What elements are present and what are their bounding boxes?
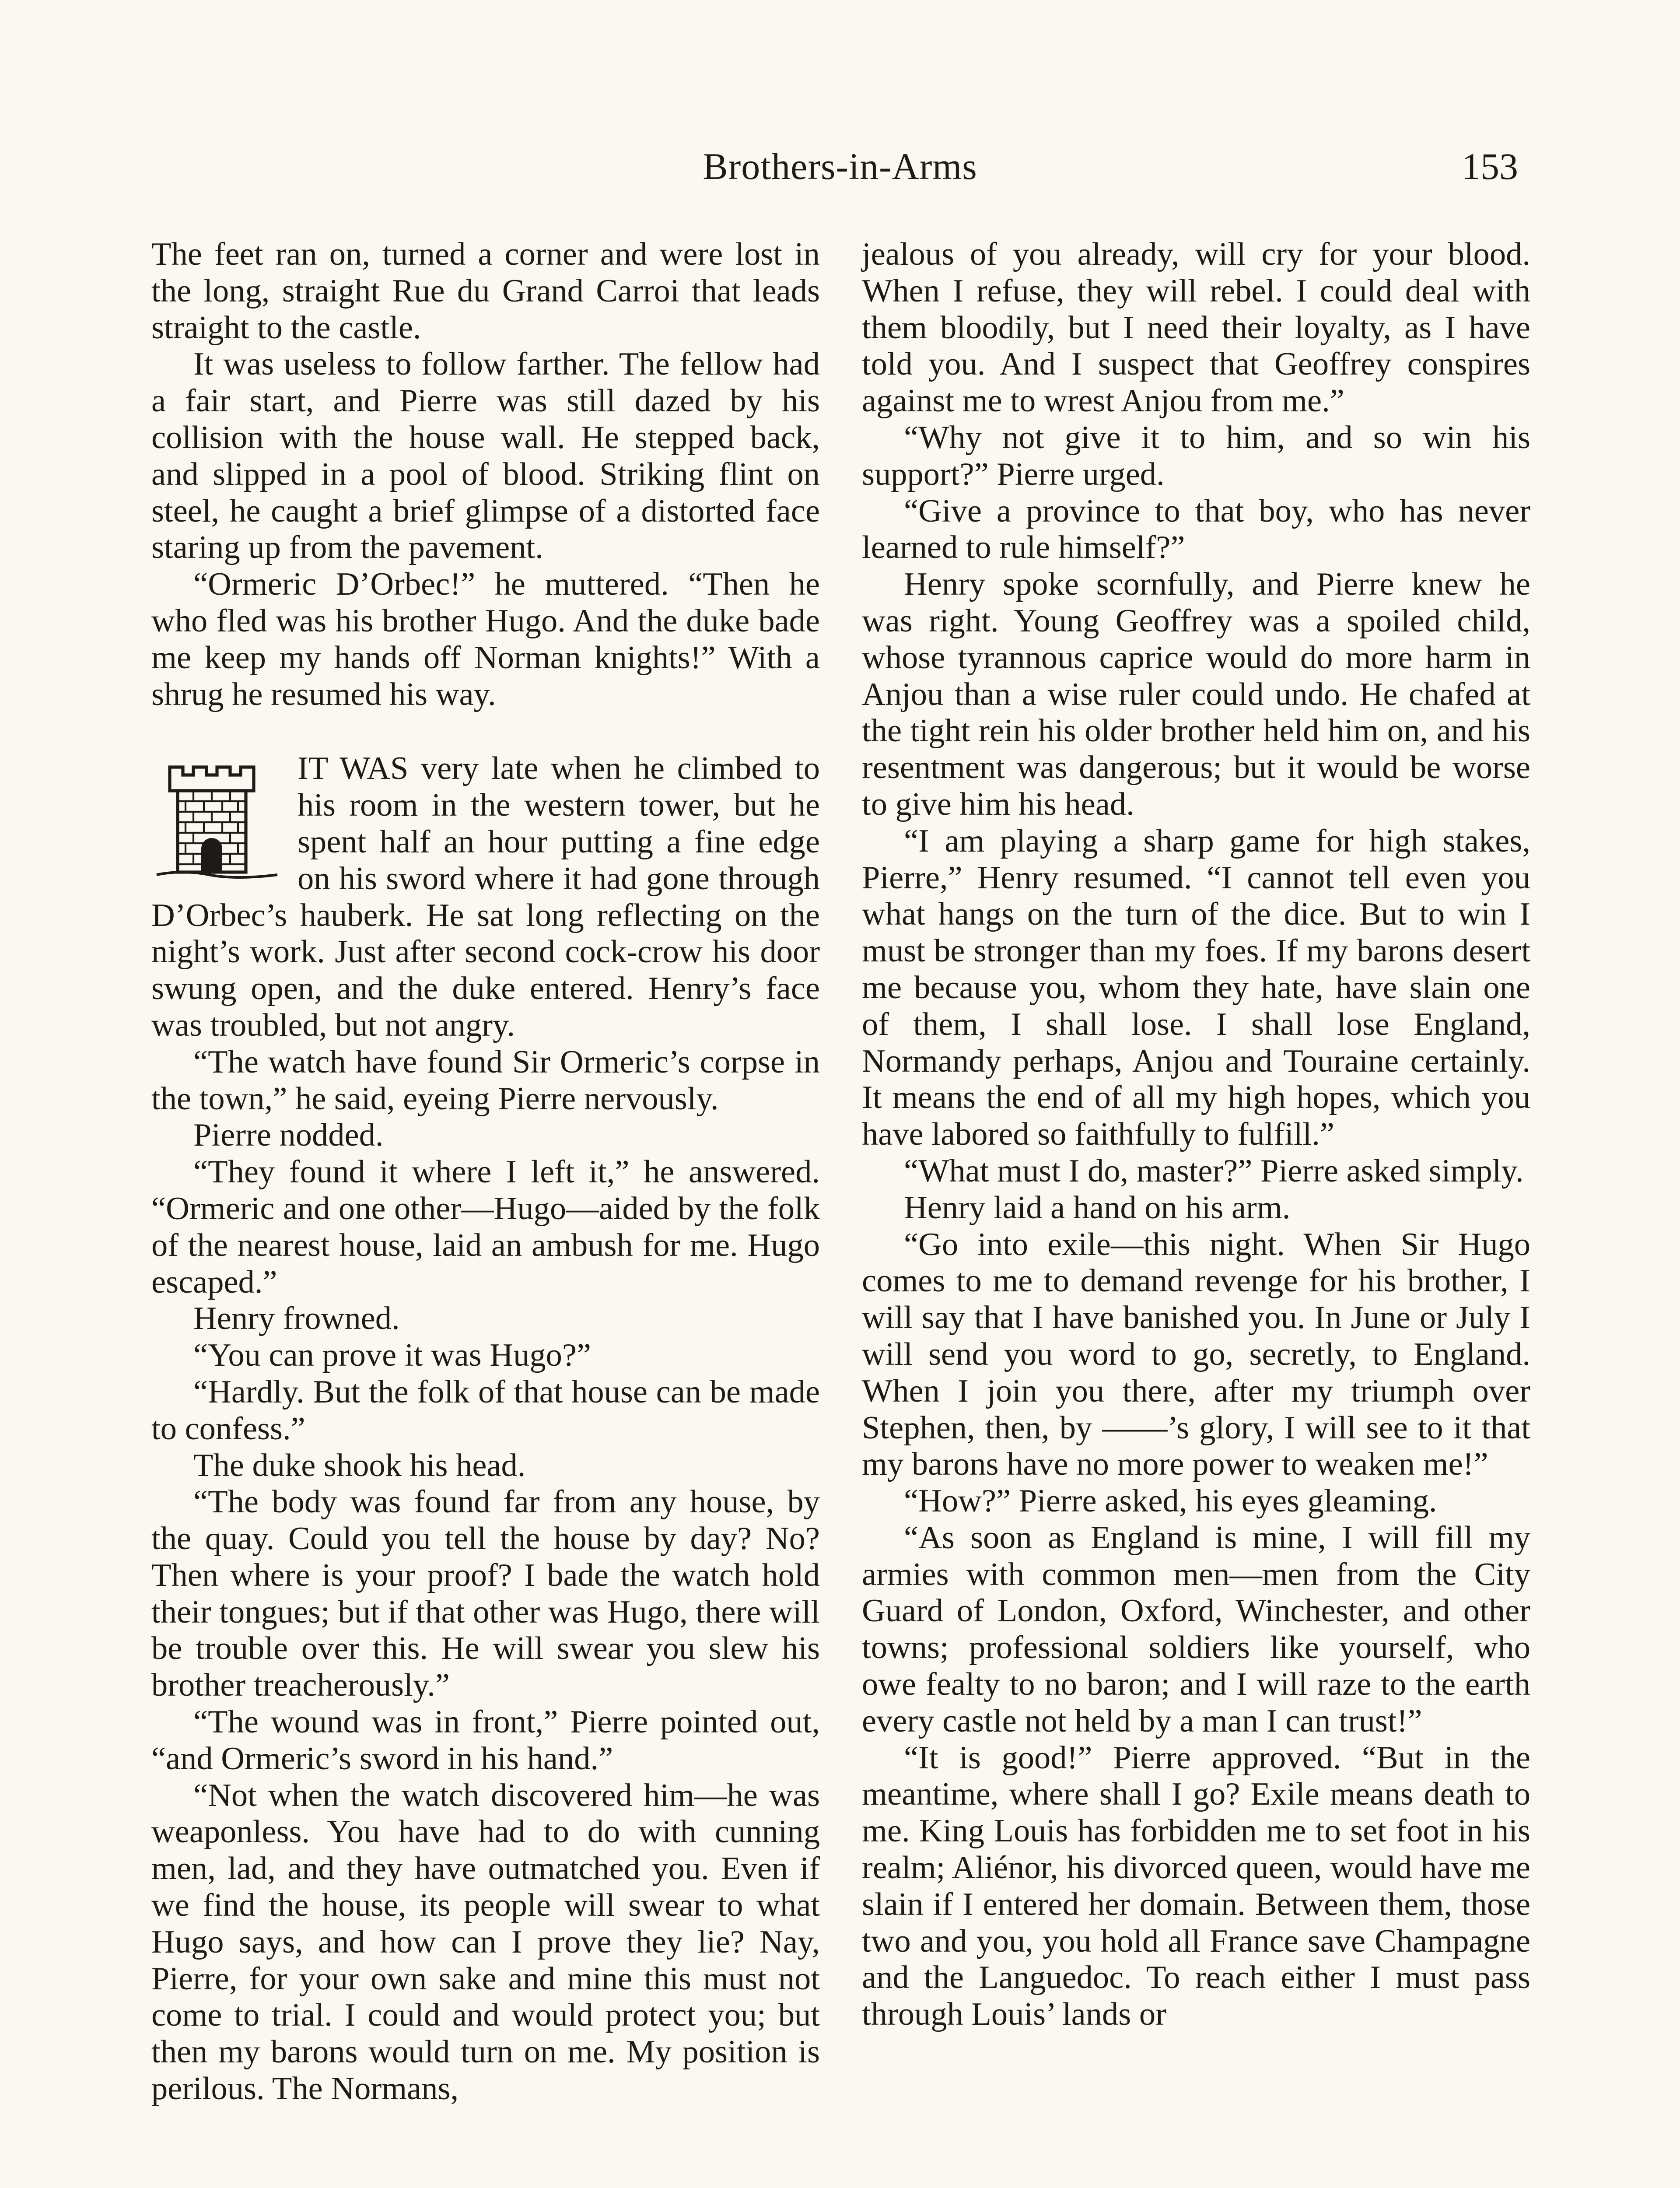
paragraph: The duke shook his head. bbox=[193, 1447, 526, 1483]
paragraph: IT WAS very late when he climbed to his room in the western tower, but he spent half an hour putting a fine edge on his sword where it had gone through D’Orbec’s hauberk. He sat long reflecting on the night’s work. Just after second cock-crow his door swung open, and the duke entered. Henry’s face was troubled, but not angry. bbox=[151, 750, 820, 1043]
paragraph: It was useless to follow farther. The fellow had a fair start, and Pierre was still dazed by his collision with the house wall. He stepped back, and slipped in a pool of blood. Striking flint on steel, he caught a brief glimpse of a distorted face staring up from the pavement. bbox=[151, 346, 820, 566]
running-head-title: Brothers-in-Arms bbox=[703, 145, 977, 187]
paragraph: “Give a province to that boy, who has never learned to rule himself?” bbox=[862, 493, 1530, 566]
right-column bbox=[862, 236, 1530, 2033]
paragraph: “I am playing a sharp game for high stakes, Pierre,” Henry resumed. “I cannot tell even you what hangs on the turn of the dice. But to win I must be stronger than my foes. If my barons desert me because you, whom they hate, have slain one of them, I shall lose. I shall lose England, Normandy perhaps, Anjou and Touraine certainly. It means the end of all my high hopes, which you have labored so faithfully to fulfill.” bbox=[862, 823, 1530, 1153]
paragraph: The feet ran on, turned a corner and were lost in the long, straight Rue du Grand Carroi that leads straight to the castle. bbox=[151, 236, 820, 346]
castle-tower-icon bbox=[151, 754, 283, 885]
paragraph: Henry frowned. bbox=[193, 1301, 400, 1337]
paragraph: “Not when the watch discovered him—he was weaponless. You have had to do with cunning men, lad, and they have outmatched you. Even if we find the house, its people will swear to what Hugo says, and how can I prove they lie? Nay, Pierre, for your own sake and mine this must not come to trial. I could and would protect you; but then my barons would turn on me. My position is perilous. The Normans, bbox=[151, 1777, 820, 2107]
paragraph: jealous of you already, will cry for your blood. When I refuse, they will rebel. I could deal with them bloodily, but I need their loyalty, as I have told you. And I suspect that Geoffrey conspires against me to wrest Anjou from me.” bbox=[862, 236, 1530, 419]
page-number: 153 bbox=[1462, 145, 1518, 187]
paragraph: “Hardly. But the folk of that house can be made to confess.” bbox=[151, 1374, 820, 1447]
paragraph: “Go into exile—this night. When Sir Hugo comes to me to demand revenge for his brother, I will say that I have banished you. In June or July I will send you word to go, secretly, to England. When I join you there, after my triumph over Stephen, then, by ——’s glory, I will see to it that my barons have no more power to weaken me!” bbox=[862, 1226, 1530, 1483]
paragraph: “The body was found far from any house, by the quay. Could you tell the house by day? No? Then where is your proof? I bade the watch hold their tongues; but if that other was Hugo, there will be trouble over this. He will swear you slew his brother treacherously.” bbox=[151, 1484, 820, 1704]
paragraph: “They found it where I left it,” he answered. “Ormeric and one other—Hugo—aided by the folk of the nearest house, laid an ambush for me. Hugo escaped.” bbox=[151, 1154, 820, 1300]
paragraph: “The wound was in front,” Pierre pointed out, “and Ormeric’s sword in his hand.” bbox=[151, 1704, 820, 1777]
paragraph: “The watch have found Sir Ormeric’s corpse in the town,” he said, eyeing Pierre nervously. bbox=[151, 1044, 820, 1117]
paragraph: “It is good!” Pierre approved. “But in the meantime, where shall I go? Exile means death to me. King Louis has forbidden me to set foot in his realm; Aliénor, his divorced queen, would have me slain if I entered her domain. Between them, those two and you, you hold all France save Champagne and the Languedoc. To reach either I must pass through Louis’ lands or bbox=[862, 1739, 1530, 2033]
left-column bbox=[151, 236, 820, 2107]
paragraph: Pierre nodded. bbox=[193, 1117, 384, 1154]
paragraph: Henry laid a hand on his arm. bbox=[904, 1189, 1291, 1226]
paragraph: “You can prove it was Hugo?” bbox=[193, 1337, 591, 1374]
paragraph: “Why not give it to him, and so win his support?” Pierre urged. bbox=[862, 419, 1530, 492]
section-break bbox=[151, 713, 820, 750]
paragraph: “How?” Pierre asked, his eyes gleaming. bbox=[904, 1483, 1437, 1519]
paragraph: Henry spoke scornfully, and Pierre knew he was right. Young Geoffrey was a spoiled child, whose tyrannous caprice would do more harm in Anjou than a wise ruler could undo. He chafed at the tight rein his older brother held him on, and his resentment was dangerous; but it would be worse to give him his head. bbox=[862, 566, 1530, 822]
paragraph: “What must I do, master?” Pierre asked simply. bbox=[904, 1153, 1524, 1189]
paragraph: “As soon as England is mine, I will fill my armies with common men—men from the City Guard of London, Oxford, Winchester, and other towns; professional soldiers like yourself, who owe fealty to no baron; and I will raze to the earth every castle not held by a man I can trust!” bbox=[862, 1519, 1530, 1739]
paragraph: “Ormeric D’Orbec!” he muttered. “Then he who fled was his brother Hugo. And the duke bade me keep my hands off Norman knights!” With a shrug he resumed his way. bbox=[151, 566, 820, 712]
